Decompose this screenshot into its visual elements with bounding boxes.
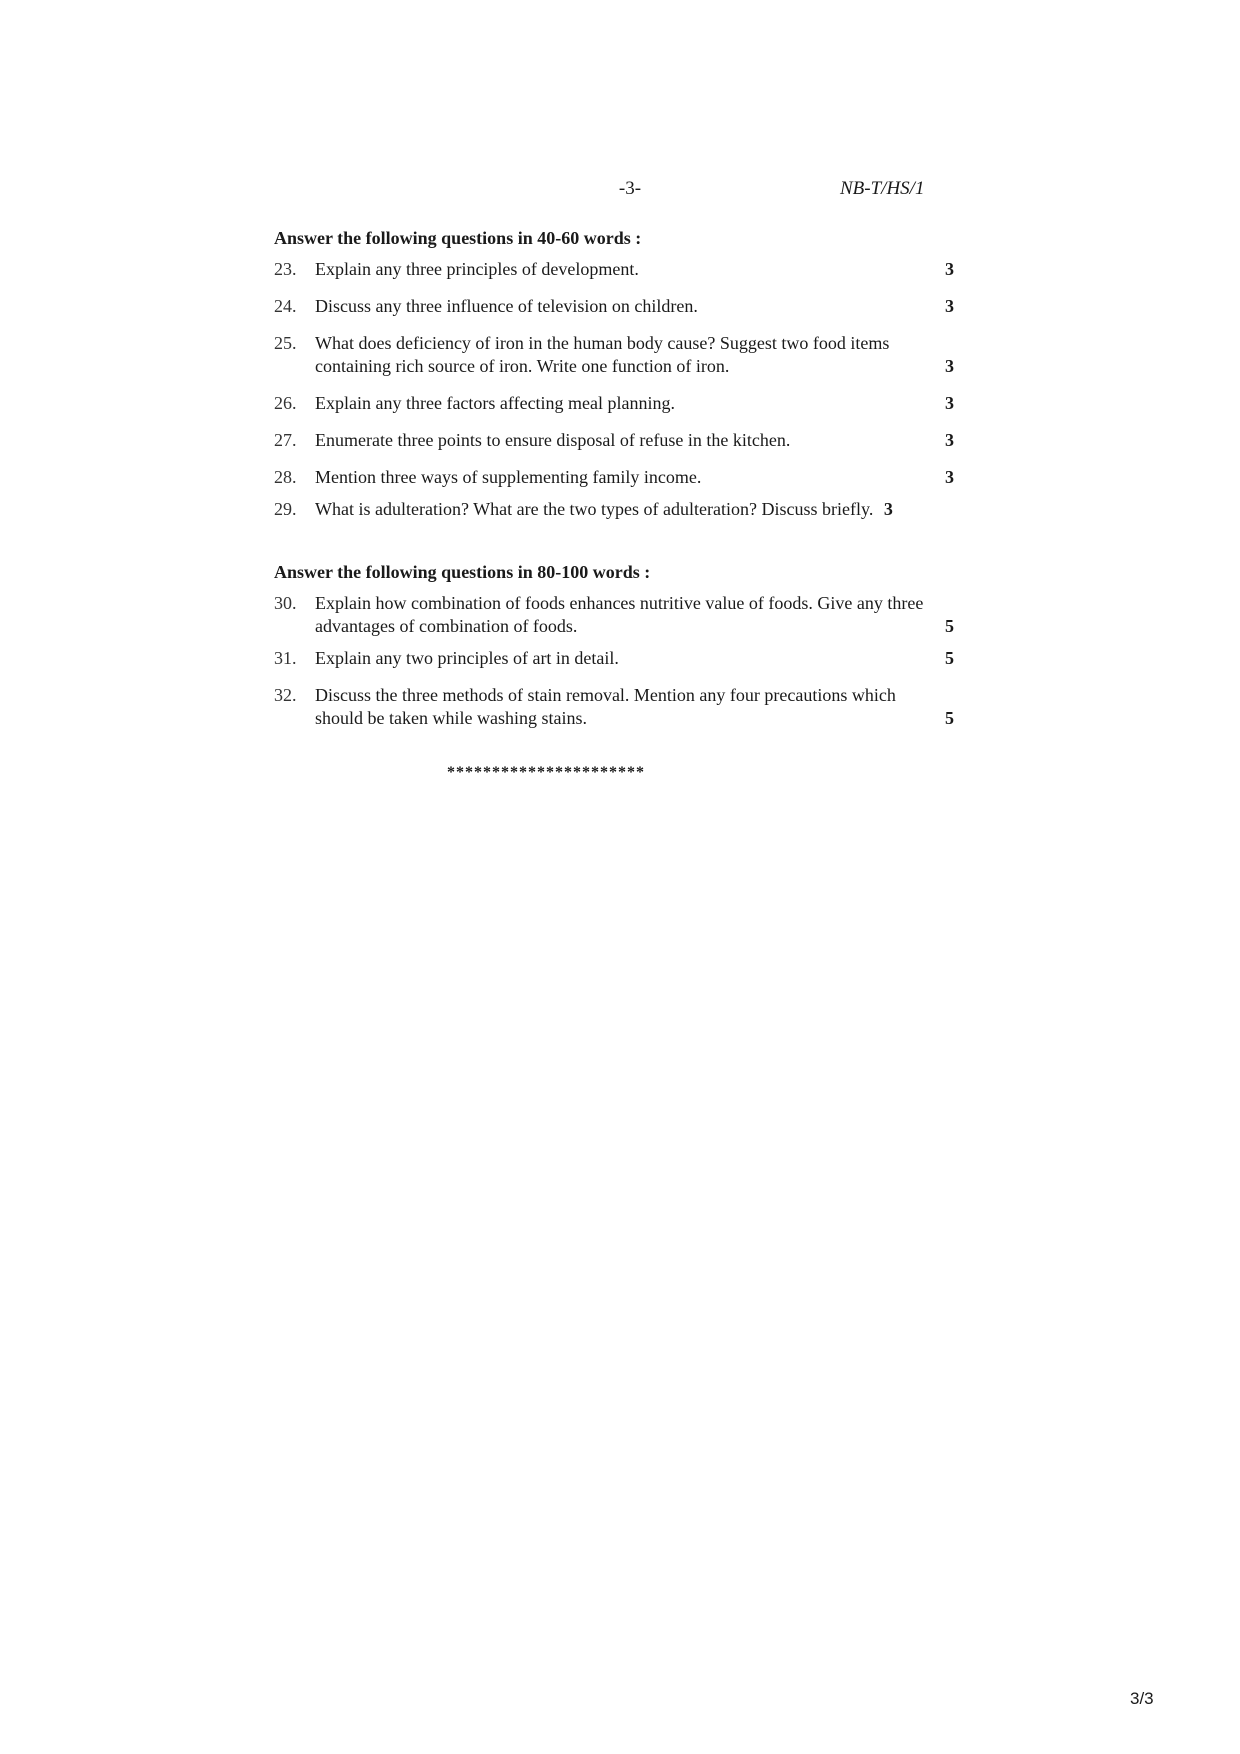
question-body	[315, 392, 954, 415]
question-29	[274, 498, 954, 521]
question-32	[274, 684, 954, 730]
question-28	[274, 466, 954, 489]
question-30	[274, 592, 954, 638]
question-text: What does deficiency of iron in the human body cause? Suggest two food items containing rich source of iron. Write one function of iron.	[315, 333, 890, 376]
question-body	[315, 592, 954, 638]
question-27	[274, 429, 954, 452]
question-marks: 3	[945, 430, 954, 450]
question-text: Explain any three factors affecting meal planning.	[315, 393, 676, 413]
question-number: 28.	[274, 467, 297, 487]
section-short-answers	[274, 226, 954, 535]
question-marks: 3	[945, 467, 954, 487]
question-body	[315, 429, 954, 452]
section-long-answers	[274, 560, 954, 744]
question-number: 32.	[274, 685, 297, 705]
question-body	[315, 258, 954, 281]
question-text: What is adulteration? What are the two types of adulteration? Discuss briefly.	[315, 499, 874, 519]
question-number: 29.	[274, 499, 297, 519]
question-26	[274, 392, 954, 415]
question-marks: 3	[945, 296, 954, 316]
paper-code: NB-T/HS/1	[840, 178, 925, 199]
question-number: 30.	[274, 593, 297, 613]
question-text: Enumerate three points to ensure disposal of refuse in the kitchen.	[315, 430, 791, 450]
question-text: Discuss any three influence of television on children.	[315, 296, 698, 316]
footer-page-indicator: 3/3	[1130, 1689, 1154, 1708]
question-25	[274, 332, 954, 378]
question-marks: 3	[945, 356, 954, 376]
question-number: 25.	[274, 333, 297, 353]
question-body	[315, 647, 954, 670]
question-marks: 5	[945, 648, 954, 668]
question-marks: 3	[883, 499, 893, 519]
section-heading: Answer the following questions in 80-100 words :	[274, 562, 651, 582]
question-marks: 5	[945, 616, 954, 636]
section-heading: Answer the following questions in 40-60 words :	[274, 228, 642, 248]
question-body	[315, 295, 954, 318]
question-number: 31.	[274, 648, 297, 668]
question-marks: 5	[945, 708, 954, 728]
page-number-top: -3-	[618, 178, 642, 199]
question-marks: 3	[945, 393, 954, 413]
question-number: 27.	[274, 430, 297, 450]
end-of-paper-marker: **********************	[447, 764, 645, 781]
question-body	[315, 498, 954, 521]
question-text: Explain any three principles of development.	[315, 259, 639, 279]
question-text: Mention three ways of supplementing family income.	[315, 467, 702, 487]
page-header	[0, 178, 1240, 208]
question-body	[315, 684, 954, 730]
question-number: 24.	[274, 296, 297, 316]
question-number: 26.	[274, 393, 297, 413]
question-24	[274, 295, 954, 318]
question-23	[274, 258, 954, 281]
question-body	[315, 466, 954, 489]
question-body	[315, 332, 954, 378]
question-31	[274, 647, 954, 670]
question-number: 23.	[274, 259, 297, 279]
question-text: Discuss the three methods of stain removal. Mention any four precautions which should be taken while washing stains.	[315, 685, 896, 728]
question-text: Explain any two principles of art in detail.	[315, 648, 619, 668]
question-marks: 3	[945, 259, 954, 279]
question-text: Explain how combination of foods enhances nutritive value of foods. Give any three advantages of combination of foods.	[315, 593, 924, 636]
